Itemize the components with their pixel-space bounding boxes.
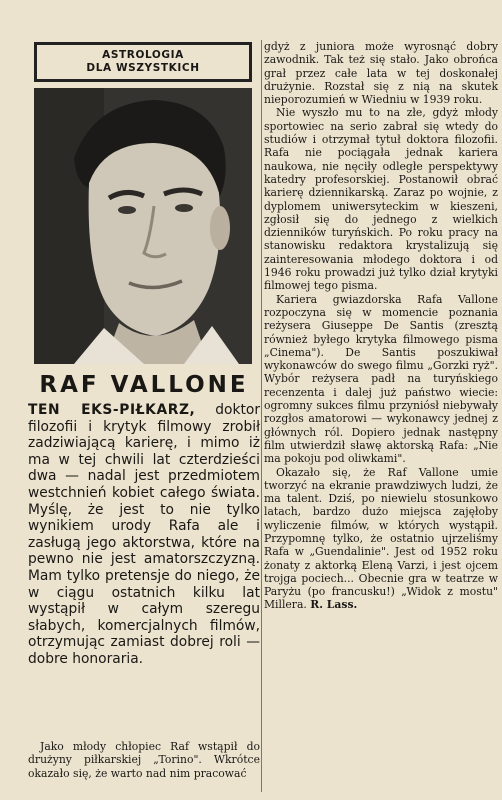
body-paragraph: Nie wyszło mu to na złe, gdyż młody sportowiec na serio zabrał się wtedy do studiów i otrzymał tytuł doktora filozofii. Rafa nie pociągała jednak kariera naukowa, nie nęciły odległe perspektywy katedry profesorskiej. Postanowił obrać karierę dziennikarską. Zaraz po wojnie, z dyplomem uniwersyteckim w kieszeni, zgłosił się do jednego z wielkich dzienników turyńskich. Po roku pracy na stanowisku redaktora krystalizują się zainteresowania młodego doktora i od 1946 roku prowadzi już tylko dział krytyki filmowej tego pisma.	[264, 106, 498, 293]
right-column	[264, 40, 498, 800]
portrait-illustration	[34, 88, 252, 364]
lede-text: doktor filozofii i krytyk filmowy zrobił zadziwiającą karierę, i mimo iż ma w tej chwili lat czterdzieści dwa — nadal jest przedmiotem westchnień kobiet całego świata. Myślę, że jest to nie tylko wynikiem urody Rafa ale i zasługą jego aktorstwa, które na pewno nie jest amatorszczyzną. Mam tylko pretensje do niego, że w ciągu ostatnich kilku lat wystąpił w całym szeregu słabych, komercjalnych filmów, otrzymując zamiast dobrej roli — dobre honoraria.	[28, 402, 260, 667]
column-divider	[261, 40, 262, 792]
body-paragraph: Okazało się, że Raf Vallone umie tworzyć na ekranie prawdziwych ludzi, że ma talent. Dziś, po niewielu stosunkowo latach, bardzo dużo miejsca zajęłoby wyliczenie filmów, w których wystąpił. Przypomnę tylko, że ostatnio ujrzeliśmy Rafa w „Guendalinie". Jest od 1952 roku żonaty z aktorką Eleną Varzi, i jest ojcem trojga pociech... Obecnie gra w teatrze w Paryżu (po francusku!) „Widok z mostu" Millera. R. Lass.	[264, 465, 498, 612]
author-signature: R. Lass.	[310, 598, 358, 612]
body-paragraph-left-text: Jako młody chłopiec Raf wstąpił do drużyny piłkarskiej „Torino". Wkrótce okazało się, że warto nad nim pracować	[28, 740, 260, 780]
body-paragraph-left	[28, 740, 260, 780]
body-paragraph: gdyż z juniora może wyrosnąć dobry zawodnik. Tak też się stało. Jako obrońca grał przez całe lata w tej doskonałej drużynie. Rozstał się z nią na skutek nieporozumień w Wiedniu w 1939 roku.	[264, 40, 498, 107]
body-paragraph: Kariera gwiazdorska Rafa Vallone rozpoczyna się w momencie poznania reżysera Giuseppe De Santis (zresztą również byłego krytyka filmowego pisma „Cinema"). De Santis poszukiwał wykonawców do swego filmu „Gorzki ryż". Wybór reżysera padł na turyńskiego recenzenta i dalej już państwo wiecie: ogromny sukces filmu przyniósł niebywały rozgłos amatorowi — wykonawcy jednej z głównych ról. Dopiero jednak następny film utwierdził sławę aktorską Rafa: „Nie ma pokoju pod oliwkami".	[264, 292, 498, 466]
section-header	[34, 42, 252, 82]
section-header-line1: ASTROLOGIA	[102, 49, 184, 61]
section-header-line2: DLA WSZYSTKICH	[86, 62, 200, 74]
portrait-photo	[34, 88, 252, 364]
article-lede	[28, 402, 260, 668]
left-column	[28, 28, 260, 788]
article-title: RAF VALLONE	[39, 372, 249, 398]
lede-caps: TEN EKS-PIŁKARZ,	[28, 402, 196, 418]
